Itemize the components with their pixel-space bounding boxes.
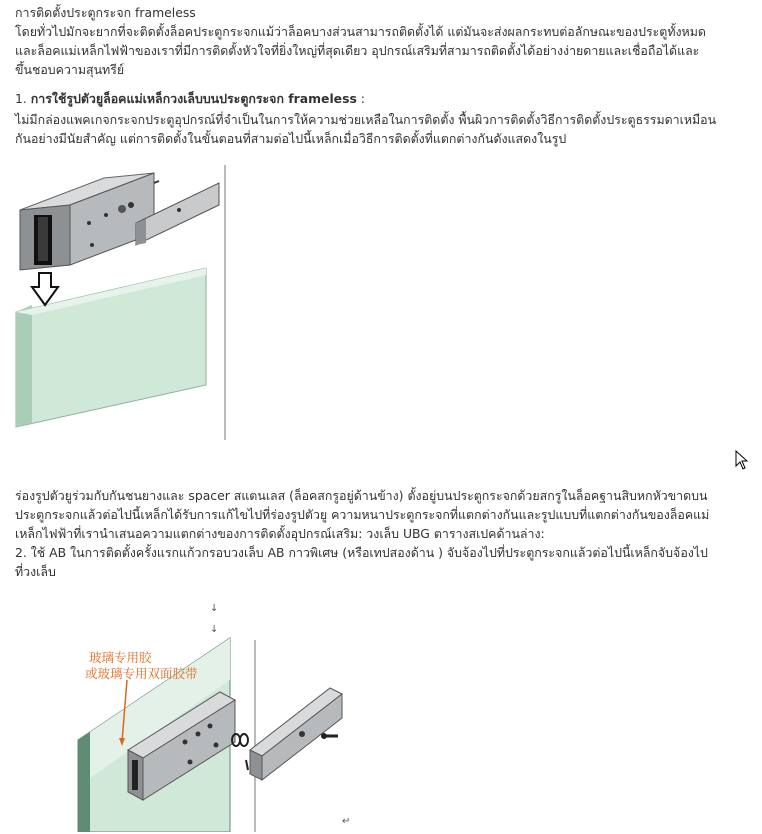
figure-u-bracket-install — [14, 165, 229, 445]
section1-colon: : — [356, 91, 365, 106]
intro-line: และล็อคแม่เหล็กไฟฟ้าของเราที่มีการติดตั้งหัวใจที่ยิ่งใหญ่ที่สุดเดียว อุปกรณ์เสริมที่สามารถติดตั้งได้อย่างง่ายดายและเชื่อถือได้และ — [15, 43, 700, 58]
figure-mark: ↵ — [342, 816, 351, 827]
annotation-label: 玻璃专用胶 — [89, 650, 152, 665]
section2-line: ที่วงเล็บ — [15, 564, 56, 579]
article-title: การติดตั้งประตูกระจก frameless — [15, 5, 196, 20]
annotation-label: 或玻璃专用双面胶带 — [85, 666, 198, 681]
section1-heading-text: การใช้รูปตัวยูล็อคแม่เหล็กวงเล็บบนประตูกระจก frameless — [30, 91, 357, 106]
section1-number: 1. — [15, 91, 27, 106]
section1-heading — [15, 89, 755, 108]
section2-line: 2. ใช้ AB ในการติดตั้งครั้งแรกแก้วกรอบวงเล็บ AB กาวพิเศษ (หรือเทปสองด้าน ) จับจ้องไปที่ประตูกระจกแล้วต่อไปนี้เหล็กจับจ้องไป — [15, 545, 708, 560]
mouse-cursor-icon — [735, 450, 749, 470]
middle-line: ประตูกระจกแล้วต่อไปนี้เหล็กได้รับการแก้ไขไปที่ร่องรูปตัวยู ความหนาประตูกระจกที่แตกต่างกันและรูปแบบที่แตกต่างกันของล็อคแม่ — [15, 507, 710, 522]
figure-mark: ↓ — [210, 603, 219, 614]
down-arrow-icon — [32, 273, 58, 305]
middle-line: เหล็กไฟฟ้าที่เรานำเสนอความแตกต่างของการติดตั้งอุปกรณ์เสริม: วงเล็บ UBG ตารางสเปคด้านล่าง: — [15, 526, 545, 541]
section1-line: ไม่มีกล่องแพคเกจกระจกประตูอุปกรณ์ที่จำเป็นในการให้ความช่วยเหลือในการติดตั้ง พื้นผิวการติดตั้งวิธีการติดตั้งประตูธรรมดาเหมือน — [15, 112, 717, 127]
figure-ab-bracket-install — [70, 600, 370, 832]
section1-line: กันอย่างมีนัยสำคัญ แต่การติดตั้งในขั้นตอนที่สามต่อไปนี้เหล็กเมื่อวิธีการติดตั้งที่แตกต่างกันดังแสดงในรูป — [15, 131, 567, 146]
figure-mark: ↓ — [210, 624, 219, 635]
intro-line: ขึ้นชอบความสุนทรีย์ — [15, 62, 125, 77]
middle-line: ร่องรูปตัวยูร่วมกับกันชนยางและ spacer สแตนเลส (ล็อคสกรูอยู่ด้านข้าง) ตั้งอยู่บนประตูกระจกด้วยสกรูในล็อคฐานสิบหกหัวขาดบน — [15, 488, 708, 503]
intro-line: โดยทั่วไปมักจะยากที่จะติดตั้งล็อคประตูกระจกแม้ว่าล็อคบางส่วนสามารถติดตั้งได้ แต่มันจะส่งผลกระทบต่อลักษณะของประตูทั้งหมด — [15, 24, 706, 39]
